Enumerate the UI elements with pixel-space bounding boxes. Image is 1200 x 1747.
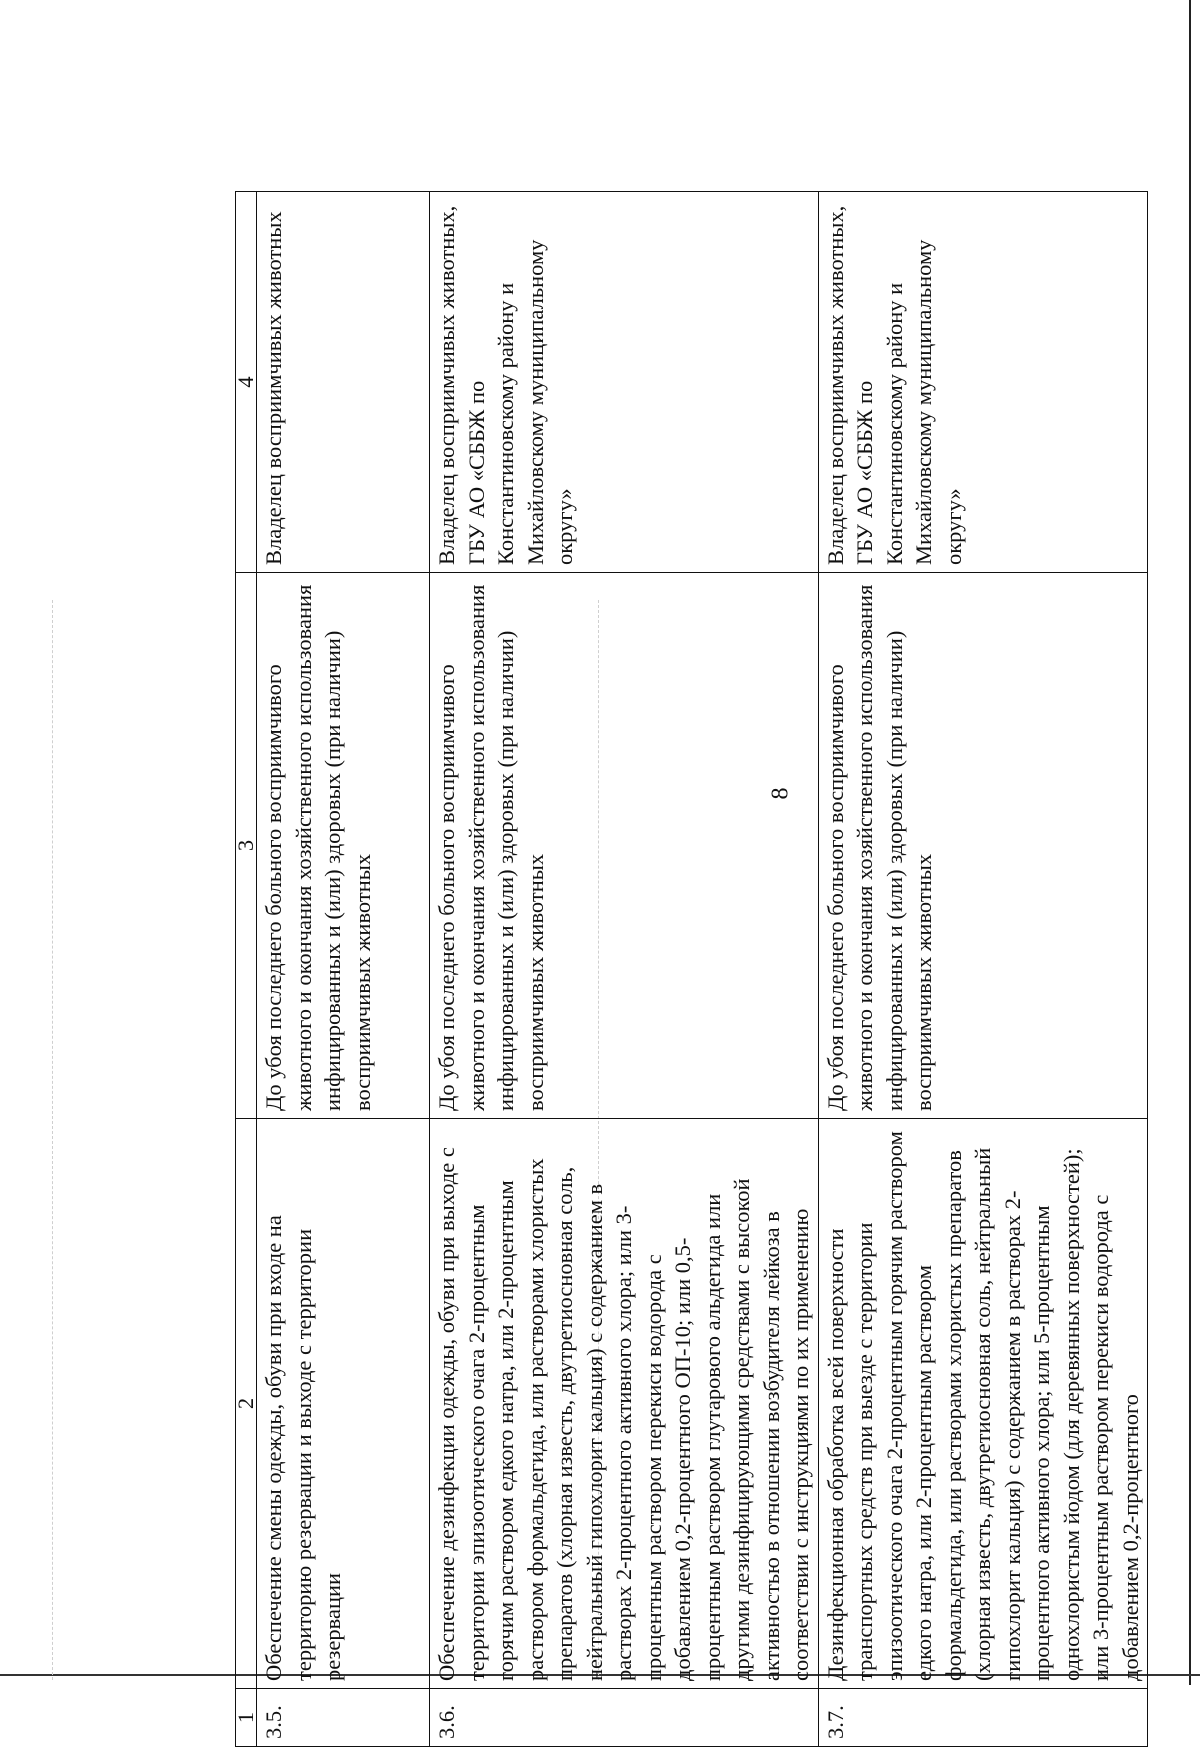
responsible-cell: Владелец восприимчивых животных xyxy=(257,192,430,573)
period-cell: До убоя последнего больного восприимчивого животного и окончания хозяйственного использования инфицированных и (или) здоровых (при наличии) восприимчивых животных xyxy=(818,573,1148,1119)
table-row xyxy=(818,192,1148,1747)
period-cell: До убоя последнего больного восприимчивого животного и окончания хозяйственного использования инфицированных и (или) здоровых (при наличии) восприимчивых животных xyxy=(430,573,819,1119)
row-number: 3.5. xyxy=(257,1689,430,1747)
measure-cell: Обеспечение смены одежды, обуви при входе на территорию резервации и выходе с территории резервации xyxy=(257,1119,430,1689)
page-number: 8 xyxy=(767,787,794,800)
row-number: 3.6. xyxy=(430,1689,819,1747)
period-cell: До убоя последнего больного восприимчивого животного и окончания хозяйственного использования инфицированных и (или) здоровых (при наличии) восприимчивых животных xyxy=(257,573,430,1119)
scan-edge-right xyxy=(1189,0,1191,1685)
row-number: 3.7. xyxy=(818,1689,1148,1747)
responsible-cell: Владелец восприимчивых животных, ГБУ АО «СББЖ по Константиновскому району и Михайловскому муниципальному округу» xyxy=(430,192,819,573)
table-row xyxy=(430,192,819,1747)
column-header-number: 1 xyxy=(236,1689,257,1747)
measure-cell: Дезинфекционная обработка всей поверхности транспортных средств при выезде с территории эпизоотического очага 2-процентным горячим раствором едкого натра, или 2-процентным раствором формальдегида, или растворами хлористых препаратов (хлорная известь, двутретиосновная соль, нейтральный гипохлорит кальция) с содержанием в растворах 2-процентного активного хлора; или 5-процентным однохлористым йодом (для деревянных поверхностей); или 3-процентным раствором перекиси водорода с добавлением 0,2-процентного xyxy=(818,1119,1148,1689)
table-header-row xyxy=(236,192,257,1747)
column-header-period: 3 xyxy=(236,573,257,1119)
measures-table xyxy=(235,191,1148,1747)
table-row xyxy=(257,192,430,1747)
measure-cell: Обеспечение дезинфекции одежды, обуви при выходе с территории эпизоотического очага 2-процентным горячим раствором едкого натра, или 2-процентным раствором формальдегида, или растворами хлористых препаратов (хлорная известь, двутретиосновная соль, нейтральный гипохлорит кальция) с содержанием в растворах 2-процентного активного хлора; или 3-процентным раствором перекиси водорода с добавлением 0,2-процентного ОП-10; или 0,5-процентным раствором глутарового альдегида или другими дезинфицирующими средствами с высокой активностью в отношении возбудителя лейкоза в соответствии с инструкциями по их применению xyxy=(430,1119,819,1689)
column-header-responsible: 4 xyxy=(236,192,257,573)
column-header-measure: 2 xyxy=(236,1119,257,1689)
responsible-cell: Владелец восприимчивых животных, ГБУ АО «СББЖ по Константиновскому району и Михайловскому муниципальному округу» xyxy=(818,192,1148,573)
scan-fold-line xyxy=(52,600,53,1680)
rotated-document-page xyxy=(233,192,1143,1747)
